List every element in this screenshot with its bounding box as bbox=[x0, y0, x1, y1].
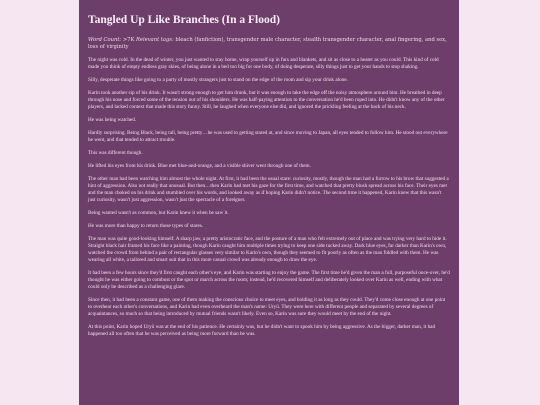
paragraph: At this point, Karin hoped Uryū was at the end of his patience. He certainly was, but he didn't want to spook him by being aggressive. As the bigger, darker man, it had happened all too often that he was perceived as being more forward than he was. bbox=[88, 323, 436, 337]
paragraph: Being wanted wasn't as common, but Karin knew it when he saw it. bbox=[88, 209, 229, 216]
paragraph: Since then, it had been a constant game, one of them making the conscious choice to meet eyes, and holding it as long as they could. They'd come close enough at one point to overhear each other's conversations, and Karin had even overheard the man's name: Uryū. They were here with different people and separated by several degrees of acquaintances, so much so that being introduced by mutual friends wasn't likely. Even so, Karin was sure they would meet by the end of the night. bbox=[88, 296, 446, 317]
paragraph: He was being watched. bbox=[88, 116, 137, 123]
paragraph: Hardly surprising. Being Black, being tall, being pretty…he was used to getting stared at, and since moving to Japan, all eyes tended to follow him. He stood out everywhere he went, and that tended to attract trouble. bbox=[88, 129, 448, 143]
word-count-value: >7K bbox=[121, 36, 136, 43]
paragraph: Karin took another sip of his drink. It wasn't strong enough to get him drunk, but it was enough to take the edge off the noisy atmosphere around him. He breathed in deep through his nose and forced some of the tension out of his shoulders. He was half-paying attention to the conversation he'd been roped into. He didn't know any of the other players, and lacked context that made this story funny. Still, he laughed when everyone else did, and ignored the prickling feeling at the back of his neck. bbox=[88, 89, 445, 110]
paragraph: He was more than happy to return those types of stares. bbox=[88, 222, 204, 229]
paragraph: It had been a few hours since they'd first caught each other's eye, and Karin was starting to enjoy the game. The first time he'd given the man a full, purposeful once-over, he'd thought he was either going to combust or the spot or march across the room; instead, he'd recovered himself and deliberately looked over Karin as well, ending with what could only be described as a challenging glare. bbox=[88, 269, 450, 290]
tags-label: Relevant tags: bbox=[136, 36, 174, 43]
paragraph: Silly, desperate things like going to a party of mostly strangers just to stand on the edge of the room and sip your drink alone. bbox=[88, 76, 348, 83]
story-meta bbox=[88, 37, 450, 51]
paragraph: This was different though. bbox=[88, 149, 143, 156]
paragraph: The man was quite good-looking himself. A sharp jaw, a pretty aristocratic face, and the posture of a man who felt extremely out of place and was trying very hard to hide it. Straight black hair framed his face like a painting, though Karin caught him multiple times trying to keep one side tucked away. Dark blue eyes, far darker than Karin's own, watched the crowd from behind a pair of rectangular glasses very similar to Karin's own, though they seemed to fit poorly as often as the man fiddled with them. He was wearing all white, a tailored and smart suit that in this more casual crowd was already enough to draw the eye. bbox=[88, 235, 447, 263]
paragraph: He lifted his eyes from his drink. Blue met blue-and-orange, and a visible shiver went through one of them. bbox=[88, 162, 311, 169]
word-count-label: Word Count: bbox=[88, 36, 122, 43]
tags-value: bleach (fanfiction), transgender male character, stealth transgender character, anal fingering, and sex, loss of virginity bbox=[88, 36, 447, 50]
paragraph: The other man had been watching him almost the whole night. At first, it had been the usual stare: curiosity, mostly, though the man had a furrow to his brow that suggested a hint of aggression. Also not really that unusual. But then…then Karin had met his gaze for the first time, and watched that pretty blush spread across his face. Their eyes met and the man choked on his drink and stumbled over his words, and looked away as if hoping Karin didn't notice. The second time it happened, Karin knew that this wasn't just curiosity, wasn't just aggression, wasn't just the spectacle of a foreigner. bbox=[88, 175, 449, 203]
story-title: Tangled Up Like Branches (In a Flood) bbox=[88, 14, 280, 26]
paragraph: The night was cold. In the dead of winter, you just wanted to stay home, wrap yourself up in furs and blankets, and sit as close to a heater as you could. This kind of cold made you think of empty endless gray skies, of being alone in a bed too big for one body, of doing desperate, silly things just to get your hands to stop shaking. bbox=[88, 56, 439, 70]
story-page bbox=[79, 0, 459, 405]
